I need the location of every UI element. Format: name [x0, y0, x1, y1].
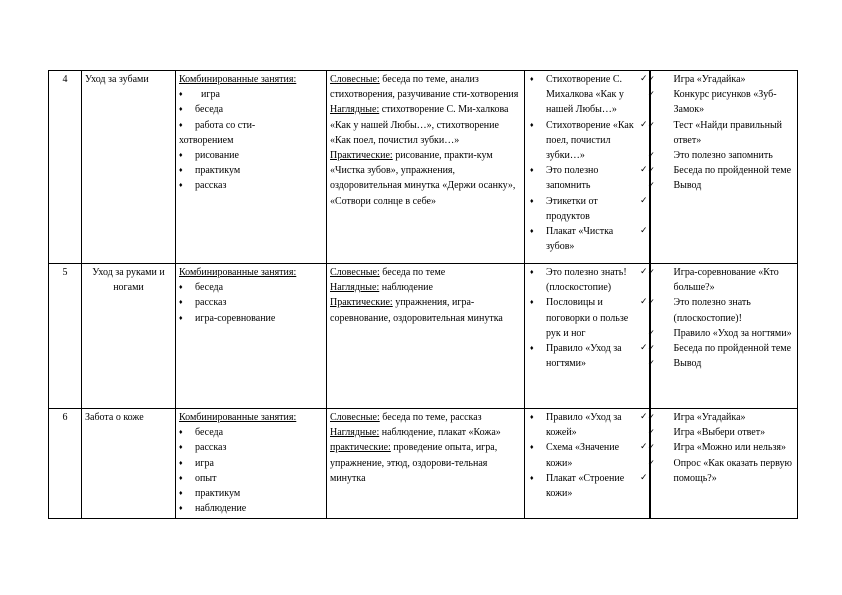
forms-title: Комбинированные занятия: [179, 267, 297, 278]
checkmark-icon: ✓ [639, 226, 648, 237]
list-item: ✓ Вывод [654, 178, 795, 193]
row-topic: Уход за руками и ногами [82, 264, 176, 409]
list-item: ♦ практикум [179, 486, 323, 501]
method-visual: Наглядные: стихотворение С. Ми-халкова «Как у нашей Любы…», стихотворение «Как поел, почистил зубки…» [330, 104, 509, 146]
list-item: ♦ ✓ Это полезно запомнить [530, 165, 648, 192]
method-practical: Практические: упражнения, игра-соревнование, оздоровительная минутка [330, 297, 503, 324]
methods-cell [327, 71, 525, 264]
method-visual: Наглядные: наблюдение, плакат «Кожа» [330, 427, 501, 439]
checkmark-icon: ✓ [647, 458, 656, 469]
row-topic: Уход за зубами [82, 71, 176, 264]
method-practical: практические: проведение опыта, игра, упражнение, этюд, оздорови-тельная минутка [330, 442, 498, 484]
control-cell [647, 264, 798, 409]
forms-cell [176, 409, 327, 519]
checkmark-icon: ✓ [639, 297, 648, 308]
checkmark-icon: ✓ [639, 472, 648, 483]
list-item: ✓ Игра «Угадайка» [654, 410, 795, 425]
checkmark-icon: ✓ [647, 428, 656, 439]
checkmark-icon: ✓ [647, 359, 656, 370]
diamond-bullet-icon: ♦ [530, 227, 534, 236]
method-verbal: Словесные: беседа по теме [330, 267, 446, 278]
checkmark-icon: ✓ [647, 90, 656, 101]
list-item: ✓ Это полезно запомнить [654, 148, 795, 163]
checkmark-icon: ✓ [639, 267, 648, 277]
checkmark-icon: ✓ [639, 165, 648, 176]
list-item: ✓ Игра «Можно или нельзя» [654, 440, 795, 455]
method-verbal: Словесные: беседа по теме, анализ стихотворения, разучивание сти-хотворения [330, 74, 519, 101]
list-item: ♦ беседа [179, 102, 323, 117]
checkmark-icon: ✓ [647, 181, 656, 192]
checkmark-icon: ✓ [639, 74, 648, 84]
row-number: 4 [49, 71, 82, 264]
row-topic: Забота о коже [82, 409, 176, 519]
row-number: 6 [49, 409, 82, 519]
list-item: ♦ игра [179, 87, 323, 102]
list-item: ♦ ✓ Плакат «Чистка зубов» [530, 226, 648, 253]
list-item: ♦ ✓ Пословицы и поговорки о пользе рук и ног [530, 297, 648, 339]
diamond-bullet-icon: ♦ [530, 75, 534, 83]
list-item: ♦ практикум [179, 163, 323, 178]
list-item: ✓ Игра «Выбери ответ» [654, 425, 795, 440]
control-cell [647, 71, 798, 264]
control-cell [647, 409, 798, 519]
list-item: ✓ Конкурс рисунков «Зуб-Замок» [647, 89, 777, 116]
list-item: ♦ опыт [179, 471, 323, 486]
list-item: ✓ Опрос «Как оказать первую помощь?» [647, 457, 792, 484]
list-item: ♦ ✓ Правило «Уход за кожей» [530, 412, 648, 439]
list-item: ♦ работа со сти- [179, 118, 323, 133]
list-item: ♦ ✓ Схема «Значение кожи» [530, 442, 648, 469]
list-item: ♦ наблюдение [179, 501, 323, 516]
method-practical: Практические: рисование, практи-кум «Чистка зубов», упражнения, оздоровительная минутка «Держи осанку», «Сотвори солнце в себе» [330, 150, 516, 207]
list-item: ♦ ✓ Правило «Уход за ногтями» [530, 343, 648, 370]
diamond-bullet-icon: ♦ [530, 120, 534, 129]
checkmark-icon: ✓ [647, 151, 656, 162]
list-item: ♦ беседа [179, 425, 323, 440]
checkmark-icon: ✓ [647, 443, 656, 454]
forms-title: Комбинированные занятия: [179, 74, 297, 85]
checkmark-icon: ✓ [647, 344, 656, 355]
methods-cell [327, 409, 525, 519]
list-item: ✓ Беседа по пройденной теме [654, 163, 795, 178]
methods-cell [327, 264, 525, 409]
lesson-plan-table [48, 70, 798, 519]
list-item: ♦ ✓ Стихотворение С. Михалкова «Как у нашей Любы…» [530, 74, 648, 116]
list-item: ✓ Игра «Угадайка» [654, 72, 795, 87]
materials-cell [525, 264, 650, 409]
diamond-bullet-icon: ♦ [530, 473, 534, 482]
checkmark-icon: ✓ [639, 195, 648, 206]
checkmark-icon: ✓ [647, 75, 656, 85]
list-item: ✓ Тест «Найди правильный ответ» [647, 119, 783, 146]
list-item: ✓ Вывод [654, 356, 795, 371]
diamond-bullet-icon: ♦ [530, 166, 534, 175]
forms-cell [176, 264, 327, 409]
checkmark-icon: ✓ [647, 328, 656, 339]
diamond-bullet-icon: ♦ [530, 443, 534, 452]
list-item: ♦ рассказ [179, 178, 323, 193]
list-item: ✓ Беседа по пройденной теме [654, 341, 795, 356]
list-item: ♦ игра-соревнование [179, 311, 323, 326]
list-item: ♦ ✓ Стихотворение «Как поел, почистил зубки…» [530, 119, 648, 162]
forms-cell [176, 71, 327, 264]
list-item-continuation: хотворением [179, 134, 234, 146]
materials-cell [525, 71, 650, 264]
method-verbal: Словесные: беседа по теме, рассказ [330, 412, 482, 423]
checkmark-icon: ✓ [647, 166, 656, 177]
checkmark-icon: ✓ [639, 343, 648, 354]
list-item: ✓ Игра-соревнование «Кто больше?» [647, 267, 779, 294]
table-row [49, 71, 798, 264]
list-item: ♦ беседа [179, 280, 323, 295]
method-visual: Наглядные: наблюдение [330, 282, 433, 294]
diamond-bullet-icon: ♦ [530, 268, 534, 276]
list-item: ✓ Это полезно знать (плоскостопие)! [647, 297, 751, 324]
list-item: ♦ ✓ Этикетки от продуктов [530, 195, 648, 222]
list-item: ♦ ✓ Это полезно знать! (плоскостопие) [530, 267, 648, 294]
checkmark-icon: ✓ [647, 413, 656, 423]
list-item: ♦ рисование [179, 148, 323, 163]
row-number: 5 [49, 264, 82, 409]
checkmark-icon: ✓ [647, 298, 656, 309]
diamond-bullet-icon: ♦ [530, 344, 534, 353]
diamond-bullet-icon: ♦ [530, 196, 534, 205]
forms-title: Комбинированные занятия: [179, 412, 297, 423]
checkmark-icon: ✓ [647, 120, 656, 131]
materials-cell [525, 409, 650, 519]
checkmark-icon: ✓ [639, 442, 648, 453]
diamond-bullet-icon: ♦ [530, 298, 534, 307]
diamond-bullet-icon: ♦ [530, 413, 534, 421]
checkmark-icon: ✓ [639, 119, 648, 130]
checkmark-icon: ✓ [647, 268, 656, 278]
list-item: ♦ игра [179, 456, 323, 471]
list-item: ✓ Правило «Уход за ногтями» [654, 326, 795, 341]
table-row [49, 264, 798, 409]
list-item: ♦ ✓ Плакат «Строение кожи» [530, 472, 648, 500]
list-item: ♦ рассказ [179, 295, 323, 310]
list-item: ♦ рассказ [179, 440, 323, 455]
checkmark-icon: ✓ [639, 412, 648, 422]
table-row [49, 409, 798, 519]
